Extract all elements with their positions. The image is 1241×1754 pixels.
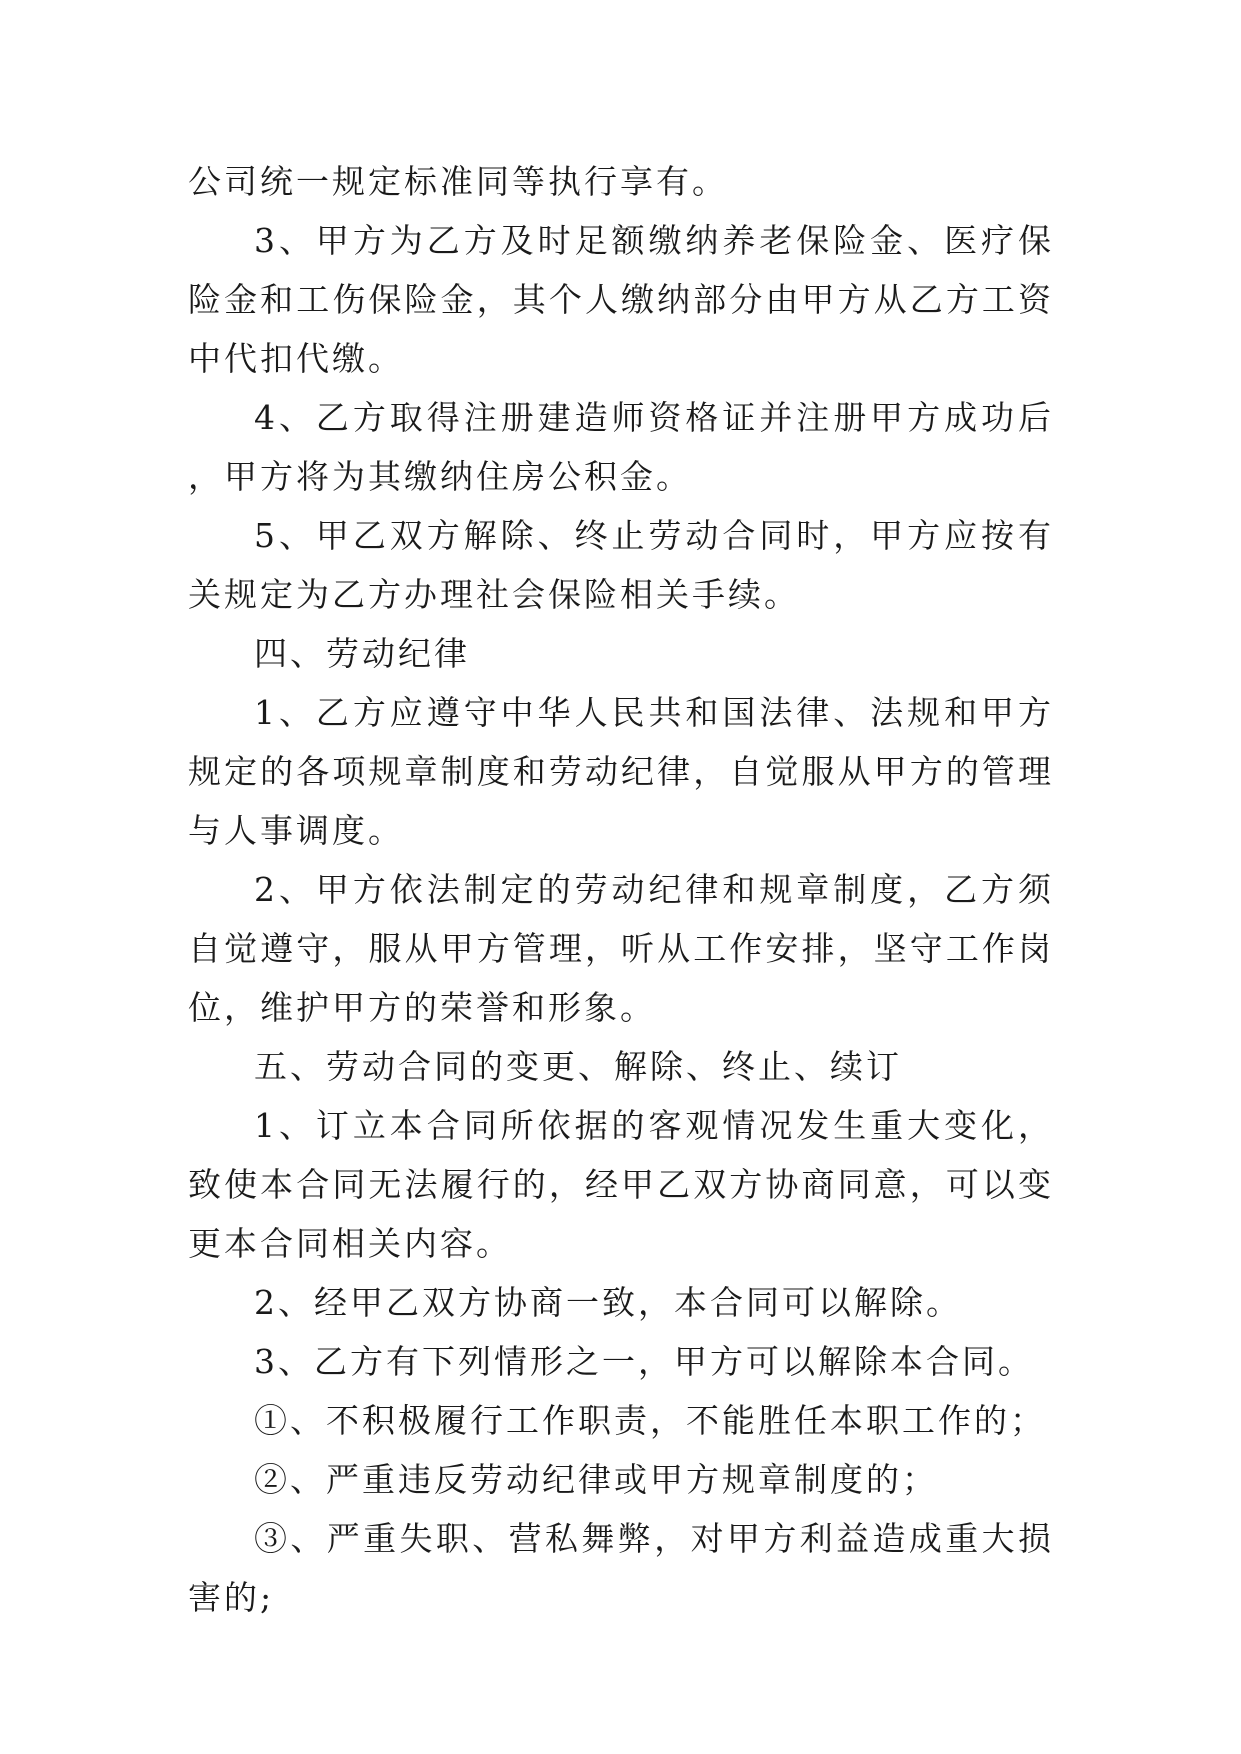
paragraph-changes-3: 3、乙方有下列情形之一，甲方可以解除本合同。 [254,1342,1034,1381]
paragraph-clause-4-housing-fund: 4、乙方取得注册建造师资格证并注册甲方成功后，甲方将为其缴纳住房公积金。 [188,398,1054,496]
paragraph-continuation: 公司统一规定标准同等执行享有。 [188,162,728,201]
section-heading-labor-discipline: 四、劳动纪律 [254,634,470,673]
paragraph-changes-1: 1、订立本合同所依据的客观情况发生重大变化，致使本合同无法履行的，经甲乙双方协商同意，可以变更本合同相关内容。 [188,1106,1054,1263]
contract-body-text [188,152,1054,1627]
paragraph-clause-5-social-insurance: 5、甲乙双方解除、终止劳动合同时，甲方应按有关规定为乙方办理社会保险相关手续。 [188,516,1054,614]
paragraph-discipline-2: 2、甲方依法制定的劳动纪律和规章制度，乙方须自觉遵守，服从甲方管理，听从工作安排，坚守工作岗位，维护甲方的荣誉和形象。 [188,870,1054,1027]
paragraph-clause-3-insurance: 3、甲方为乙方及时足额缴纳养老保险金、医疗保险金和工伤保险金，其个人缴纳部分由甲方从乙方工资中代扣代缴。 [188,221,1054,378]
list-item-circled-3: ③、严重失职、营私舞弊，对甲方利益造成重大损害的; [188,1519,1054,1617]
section-heading-contract-changes: 五、劳动合同的变更、解除、终止、续订 [254,1047,902,1086]
paragraph-discipline-1: 1、乙方应遵守中华人民共和国法律、法规和甲方规定的各项规章制度和劳动纪律，自觉服从甲方的管理与人事调度。 [188,693,1054,850]
list-item-circled-2: ②、严重违反劳动纪律或甲方规章制度的； [254,1460,938,1499]
paragraph-changes-2: 2、经甲乙双方协商一致，本合同可以解除。 [254,1283,962,1322]
list-item-circled-1: ①、不积极履行工作职责，不能胜任本职工作的； [254,1401,1046,1440]
